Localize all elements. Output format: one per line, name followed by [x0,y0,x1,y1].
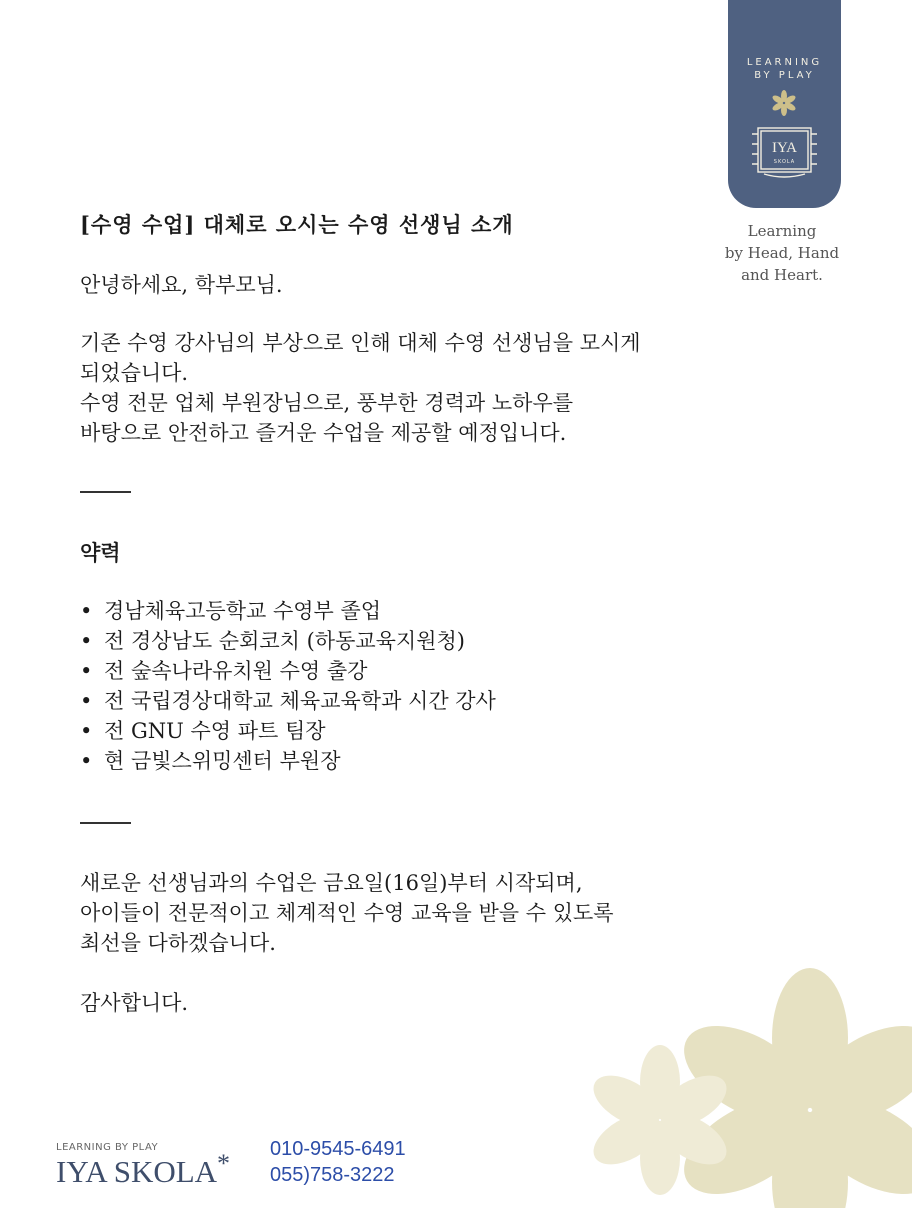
tab-label-by-play: BY PLAY [754,70,815,81]
closing-paragraph [80,868,614,958]
iya-skola-logo-icon [746,122,823,184]
logo-subtext: SKOLA [773,159,796,165]
logo-text: IYA [772,140,797,156]
list-item [80,656,496,686]
footer-brand-name [56,1149,231,1189]
section-divider [80,491,131,493]
bullet: • [80,749,93,773]
intro-paragraph [80,328,641,448]
decorative-flower-icon [580,960,912,1208]
career-item-text: 경남체육고등학교 수영부 졸업 [104,599,382,623]
closing-line: 새로운 선생님과의 수업은 금요일(16일)부터 시작되며, [80,871,583,895]
footer-tagline: LEARNING BY PLAY [56,1142,159,1153]
thanks-text: 감사합니다. [80,991,189,1015]
career-item-text: 전 숲속나라유치원 수영 출강 [104,659,368,683]
bullet: • [80,599,93,623]
intro-line: 기존 수영 강사님의 부상으로 인해 대체 수영 선생님을 모시게 [80,331,641,355]
tagline-line: by Head, Hand [724,244,840,262]
career-item-text: 전 GNU 수영 파트 팀장 [104,719,326,743]
list-item [80,686,496,716]
career-item-text: 현 금빛스위밍센터 부원장 [104,749,341,773]
career-heading: 약력 [80,540,121,565]
greeting: 안녕하세요, 학부모님. [80,273,283,297]
list-item [80,746,496,776]
brand-name-text: IYA SKOLA [56,1154,218,1189]
contact-phones [270,1136,406,1188]
tagline-line: Learning [747,222,817,240]
list-item [80,716,496,746]
career-item-text: 전 국립경상대학교 체육교육학과 시간 강사 [104,689,496,713]
section-divider [80,822,131,824]
bullet: • [80,629,93,653]
career-item-text: 전 경상남도 순회코치 (하동교육지원청) [104,629,465,653]
footer-brand [56,1142,230,1189]
closing-line: 아이들이 전문적이고 체계적인 수영 교육을 받을 수 있도록 [80,901,614,925]
bullet: • [80,689,93,713]
tagline-line: and Heart. [741,266,823,284]
brand-header-tab [728,0,841,208]
bullet: • [80,719,93,743]
list-item [80,596,496,626]
closing-line: 최선을 다하겠습니다. [80,931,276,955]
bullet: • [80,659,93,683]
asterisk-flower-icon [771,90,797,116]
phone-number[interactable]: 010-9545-6491 [270,1138,406,1160]
tagline [712,220,852,286]
career-list [80,596,496,776]
intro-line: 바탕으로 안전하고 즐거운 수업을 제공할 예정입니다. [80,421,567,445]
document-title: [수영 수업] 대체로 오시는 수영 선생님 소개 [80,212,514,237]
phone-number[interactable]: 055)758-3222 [270,1164,395,1186]
intro-line: 되었습니다. [80,361,189,385]
list-item [80,626,496,656]
intro-line: 수영 전문 업체 부원장님으로, 풍부한 경력과 노하우를 [80,391,574,415]
tab-label-learning: LEARNING [746,57,823,68]
asterisk-icon: * [217,1149,231,1178]
